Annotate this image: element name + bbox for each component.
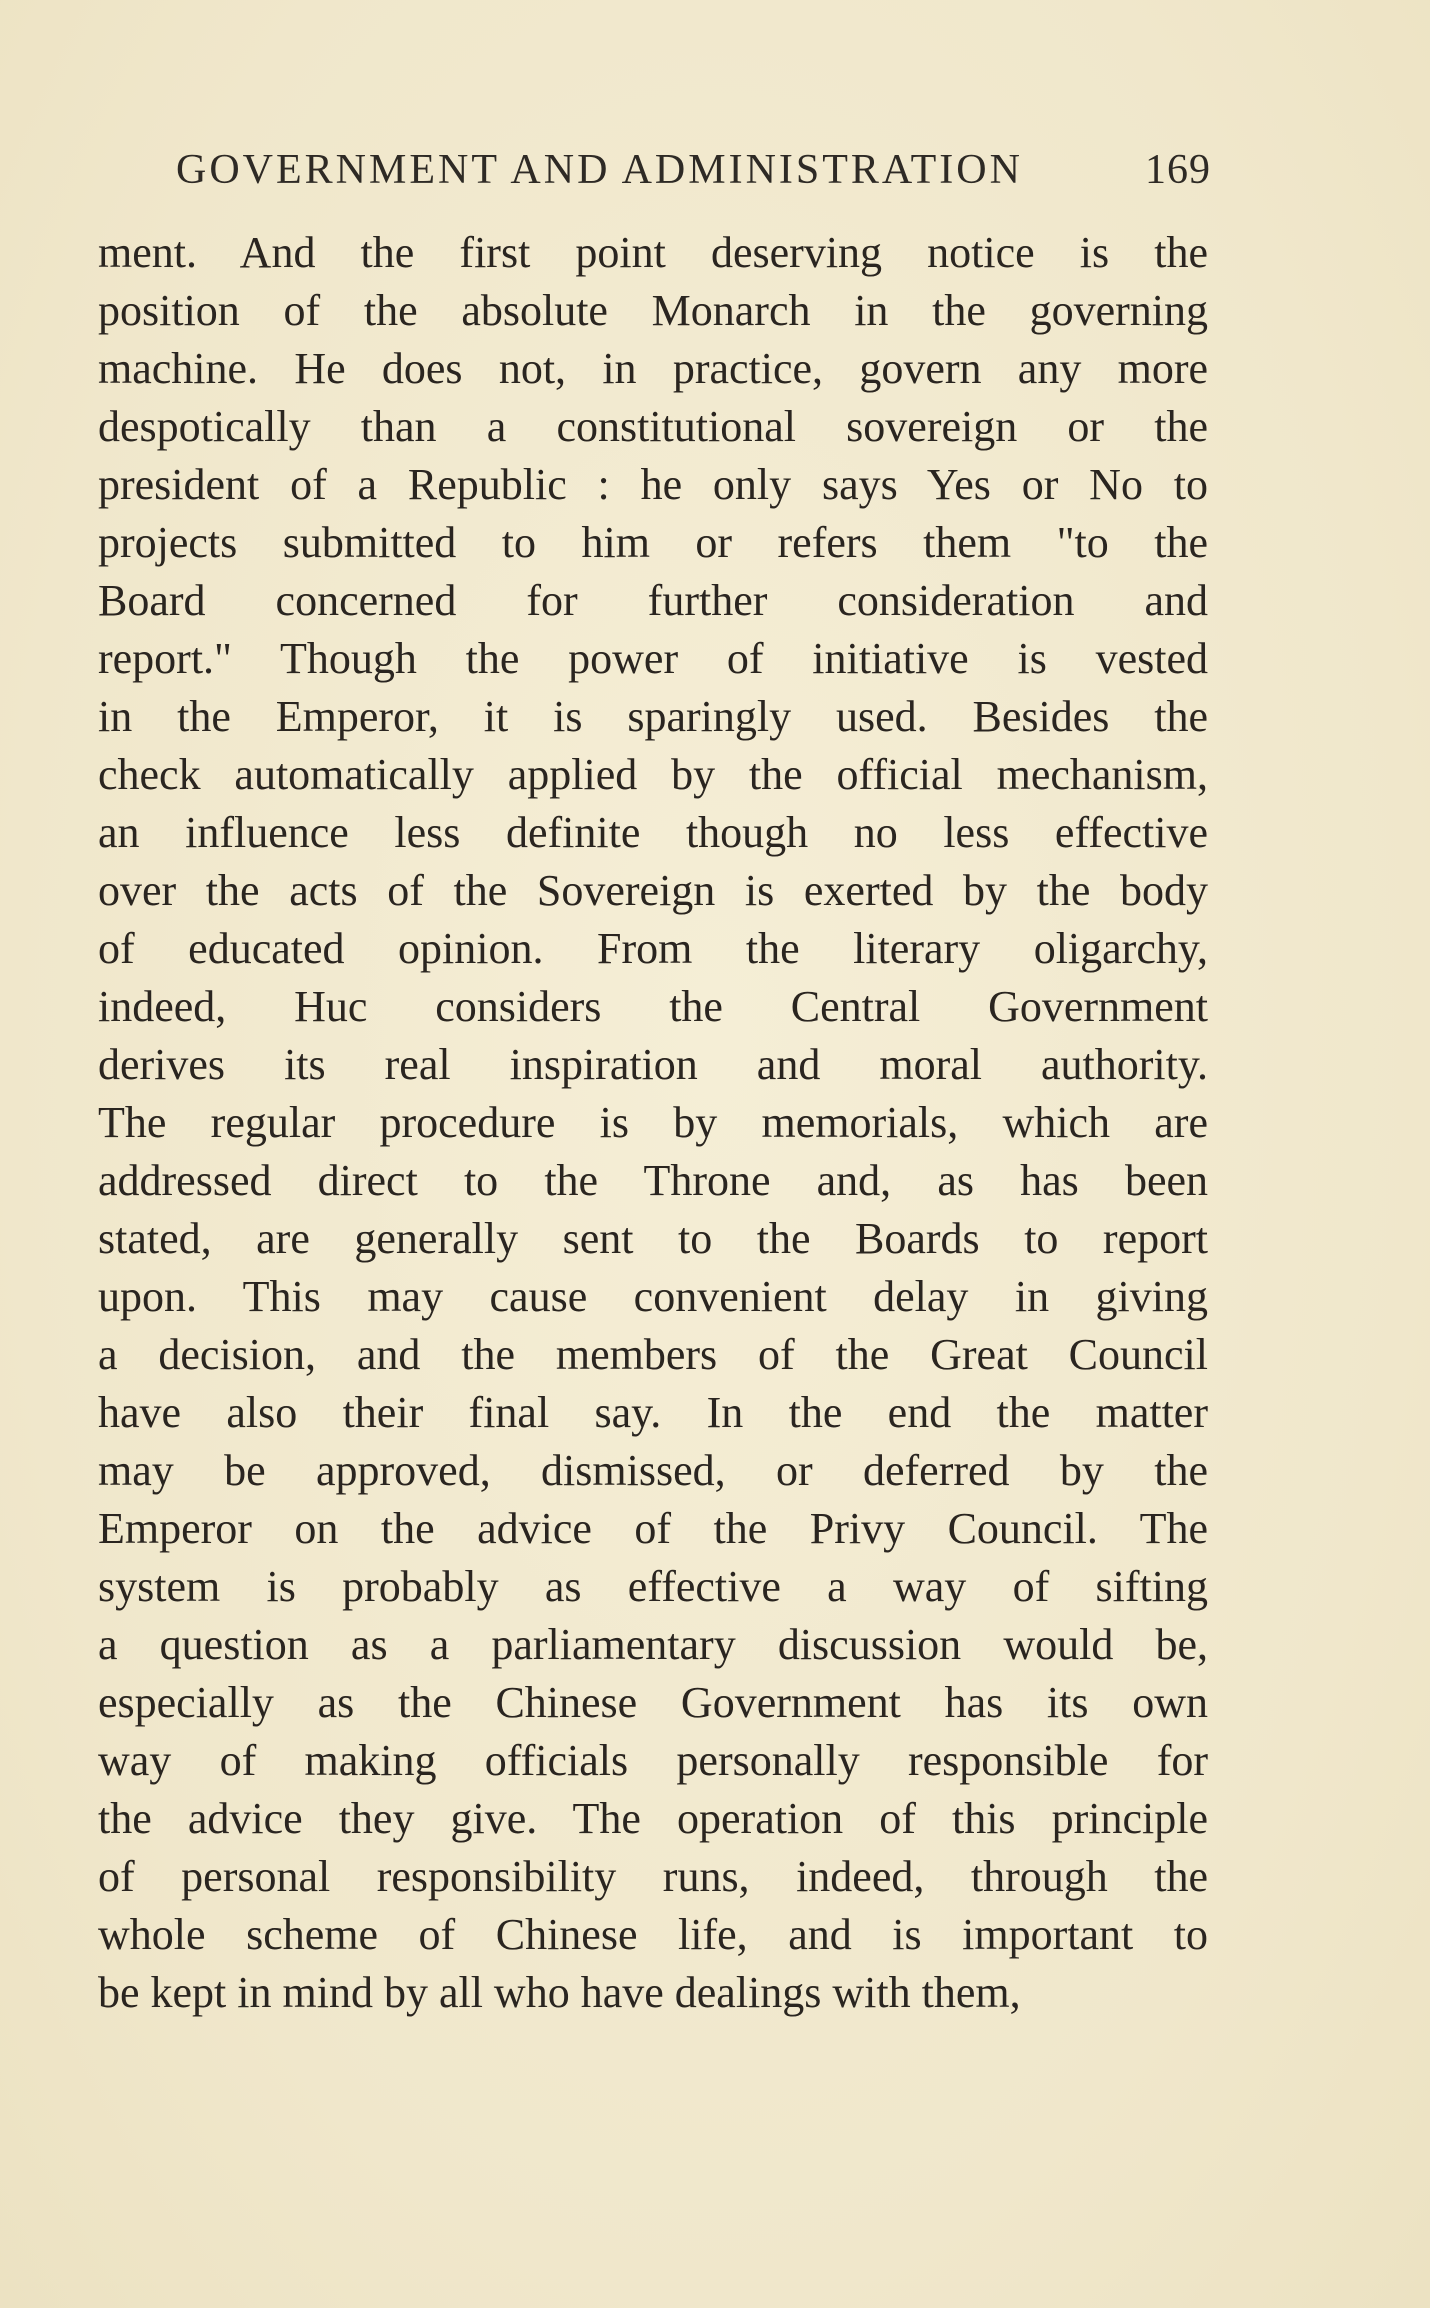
- page-number: 169: [1145, 147, 1211, 193]
- text-line: of personal responsibility runs, indeed, through the: [98, 1852, 1208, 1901]
- text-line: Emperor on the advice of the Privy Council. The: [98, 1504, 1208, 1553]
- text-line: especially as the Chinese Government has its own: [98, 1678, 1208, 1727]
- text-line: position of the absolute Monarch in the governing: [98, 286, 1208, 335]
- text-line: in the Emperor, it is sparingly used. Besides the: [98, 692, 1208, 741]
- text-line: a question as a parliamentary discussion would be,: [98, 1620, 1208, 1669]
- text-line: a decision, and the members of the Great Council: [98, 1330, 1208, 1379]
- text-line: the advice they give. The operation of this principle: [98, 1794, 1208, 1843]
- text-line: whole scheme of Chinese life, and is important to: [98, 1910, 1208, 1959]
- running-head: [176, 146, 1211, 192]
- text-line: addressed direct to the Throne and, as has been: [98, 1156, 1208, 1205]
- text-line: be kept in mind by all who have dealings with them,: [98, 1968, 1021, 2017]
- text-line: have also their final say. In the end the matter: [98, 1388, 1208, 1437]
- text-line: an influence less definite though no less effective: [98, 808, 1208, 857]
- text-line: machine. He does not, in practice, govern any more: [98, 344, 1208, 393]
- text-line: check automatically applied by the official mechanism,: [98, 750, 1208, 799]
- text-line: ment. And the first point deserving notice is the: [98, 228, 1208, 277]
- running-head-title: GOVERNMENT AND ADMINISTRATION: [176, 147, 1023, 193]
- text-line: The regular procedure is by memorials, which are: [98, 1098, 1208, 1147]
- text-line: upon. This may cause convenient delay in giving: [98, 1272, 1208, 1321]
- text-line: report." Though the power of initiative is vested: [98, 634, 1208, 683]
- text-line: system is probably as effective a way of sifting: [98, 1562, 1208, 1611]
- body-text: [98, 224, 1208, 2022]
- text-line: stated, are generally sent to the Boards to report: [98, 1214, 1208, 1263]
- text-line: Board concerned for further consideration and: [98, 576, 1208, 625]
- text-line: way of making officials personally responsible for: [98, 1736, 1208, 1785]
- text-line: derives its real inspiration and moral authority.: [98, 1040, 1208, 1089]
- text-line: projects submitted to him or refers them "to the: [98, 518, 1208, 567]
- text-line: indeed, Huc considers the Central Government: [98, 982, 1208, 1031]
- text-line: may be approved, dismissed, or deferred by the: [98, 1446, 1208, 1495]
- text-line: of educated opinion. From the literary oligarchy,: [98, 924, 1208, 973]
- text-line: president of a Republic : he only says Yes or No to: [98, 460, 1208, 509]
- text-line: despotically than a constitutional sovereign or the: [98, 402, 1208, 451]
- text-line: over the acts of the Sovereign is exerted by the body: [98, 866, 1208, 915]
